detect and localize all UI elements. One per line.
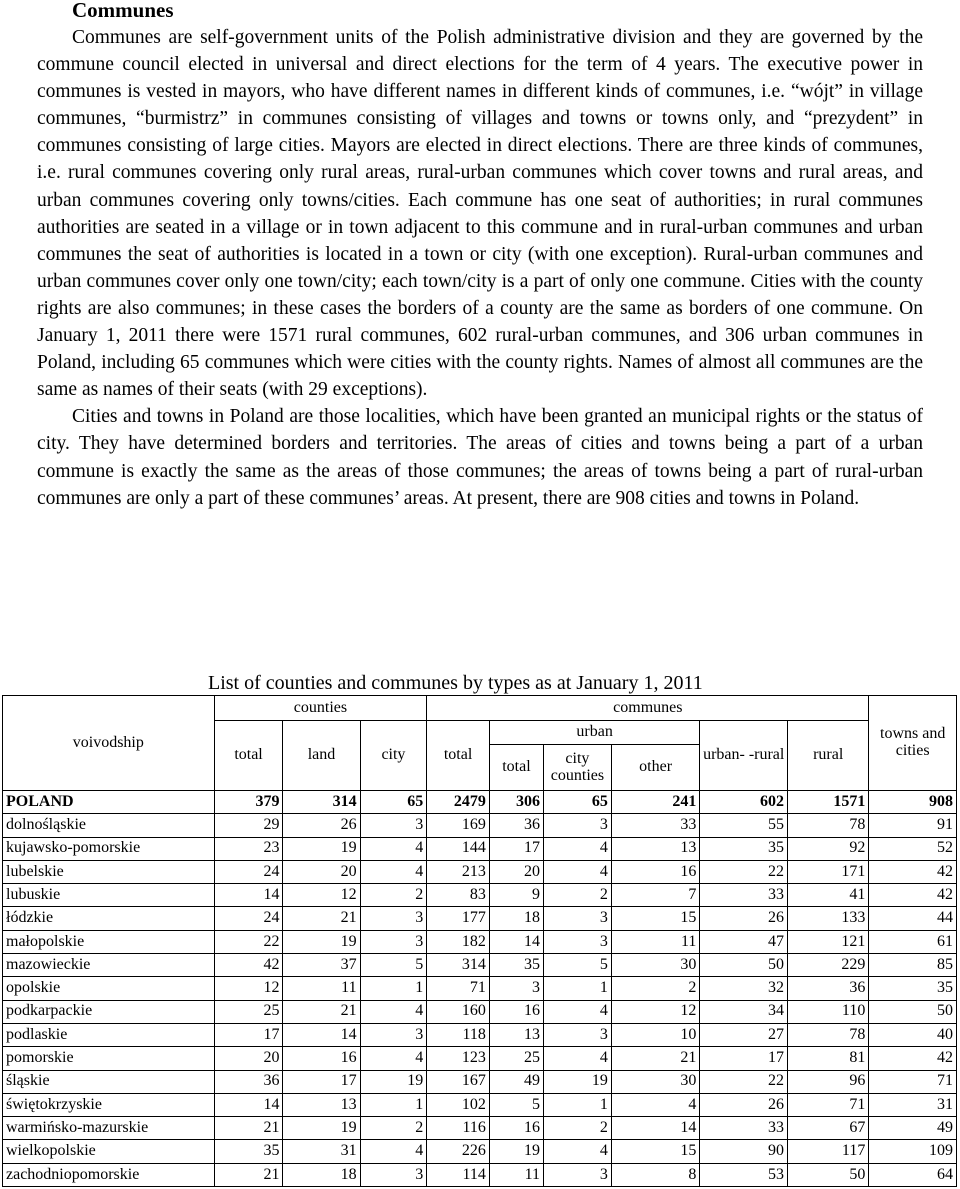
value-cell: 4	[544, 1140, 612, 1163]
value-cell: 5	[544, 954, 612, 977]
paragraph: Communes are self-government units of the Polish administrative division and they are governed by the commune council elected in universal and direct elections for the term of 4 years. The executive power in communes is vested in mayors, who have different names in different kinds of communes, i.e. “wójt” in village communes, “burmistrz” in communes consisting of villages and towns or towns only, and “prezydent” in communes consisting of large cities. Mayors are elected in direct elections. There are three kinds of communes, i.e. rural communes covering only rural areas, rural-urban communes which cover towns and rural areas, and urban communes covering only towns/cities. Each commune has one seat of authorities; in rural communes authorities are seated in a village or in town adjacent to this commune and in rural-urban communes and urban communes the seat of authorities is located in a town or city (with one exception). Rural-urban communes and urban communes cover only one town/city; each town/city is a part of only one commune. Cities with the county rights are also communes; in these cases the borders of a county are the same as borders of one commune. On January 1, 2011 there were 1571 rural communes, 602 rural-urban communes, and 306 urban communes in Poland, including 65 communes which were cities with the county rights. Names of almost all communes are the same as names of their seats (with 29 exceptions).	[37, 27, 923, 401]
value-cell: 26	[283, 814, 360, 837]
voivodship-cell: łódzkie	[3, 907, 215, 930]
value-cell: 118	[427, 1023, 490, 1046]
value-cell: 35	[489, 954, 543, 977]
table-body	[3, 791, 957, 1187]
value-cell: 226	[427, 1140, 490, 1163]
table-row	[3, 907, 957, 930]
table-row	[3, 1093, 957, 1116]
value-cell: 4	[544, 1000, 612, 1023]
value-cell: 50	[700, 954, 788, 977]
value-cell: 67	[788, 1117, 869, 1140]
value-cell: 10	[611, 1023, 700, 1046]
value-cell: 121	[788, 930, 869, 953]
voivodship-cell: mazowieckie	[3, 954, 215, 977]
value-cell: 8	[611, 1163, 700, 1186]
value-cell: 182	[427, 930, 490, 953]
value-cell: 123	[427, 1047, 490, 1070]
value-cell: 65	[360, 791, 427, 814]
counties-communes-table	[2, 695, 957, 1187]
value-cell: 35	[214, 1140, 283, 1163]
value-cell: 91	[869, 814, 957, 837]
value-cell: 36	[489, 814, 543, 837]
voivodship-cell: POLAND	[3, 791, 215, 814]
value-cell: 4	[360, 1047, 427, 1070]
value-cell: 3	[360, 930, 427, 953]
value-cell: 7	[611, 884, 700, 907]
value-cell: 110	[788, 1000, 869, 1023]
value-cell: 2479	[427, 791, 490, 814]
voivodship-cell: zachodniopomorskie	[3, 1163, 215, 1186]
value-cell: 9	[489, 884, 543, 907]
value-cell: 30	[611, 1070, 700, 1093]
value-cell: 49	[489, 1070, 543, 1093]
value-cell: 1	[544, 977, 612, 1000]
voivodship-cell: świętokrzyskie	[3, 1093, 215, 1116]
value-cell: 33	[611, 814, 700, 837]
section-heading: Communes	[72, 0, 174, 22]
value-cell: 379	[214, 791, 283, 814]
value-cell: 114	[427, 1163, 490, 1186]
paragraph: Cities and towns in Poland are those localities, which have been granted an municipal rights or the status of city. They have determined borders and territories. The areas of cities and towns being a part of a urban commune is exactly the same as the areas of those communes; the areas of towns being a part of rural-urban communes are only a part of these communes’ areas. At present, there are 908 cities and towns in Poland.	[37, 406, 923, 509]
value-cell: 17	[700, 1047, 788, 1070]
table-row	[3, 884, 957, 907]
value-cell: 3	[360, 814, 427, 837]
value-cell: 11	[489, 1163, 543, 1186]
table-caption: List of counties and communes by types as at January 1, 2011	[208, 672, 703, 694]
value-cell: 12	[611, 1000, 700, 1023]
value-cell: 31	[869, 1093, 957, 1116]
value-cell: 116	[427, 1117, 490, 1140]
table-row	[3, 1070, 957, 1093]
value-cell: 61	[869, 930, 957, 953]
value-cell: 2	[544, 1117, 612, 1140]
value-cell: 177	[427, 907, 490, 930]
header-towns-and-cities: towns and cities	[869, 696, 957, 791]
table-row	[3, 837, 957, 860]
voivodship-cell: warmińsko-mazurskie	[3, 1117, 215, 1140]
header-counties-land: land	[283, 721, 360, 791]
value-cell: 15	[611, 907, 700, 930]
value-cell: 1571	[788, 791, 869, 814]
value-cell: 213	[427, 860, 490, 883]
header-communes: communes	[427, 696, 869, 721]
value-cell: 35	[869, 977, 957, 1000]
voivodship-cell: dolnośląskie	[3, 814, 215, 837]
value-cell: 13	[611, 837, 700, 860]
table-row	[3, 1117, 957, 1140]
value-cell: 15	[611, 1140, 700, 1163]
value-cell: 1	[360, 1093, 427, 1116]
voivodship-cell: podlaskie	[3, 1023, 215, 1046]
value-cell: 42	[869, 1047, 957, 1070]
value-cell: 3	[544, 1163, 612, 1186]
header-urban-other: other	[611, 745, 700, 791]
value-cell: 41	[788, 884, 869, 907]
value-cell: 4	[360, 1140, 427, 1163]
voivodship-cell: lubelskie	[3, 860, 215, 883]
value-cell: 26	[700, 907, 788, 930]
value-cell: 52	[869, 837, 957, 860]
header-counties-total: total	[214, 721, 283, 791]
value-cell: 40	[869, 1023, 957, 1046]
value-cell: 90	[700, 1140, 788, 1163]
value-cell: 22	[700, 1070, 788, 1093]
value-cell: 2	[360, 884, 427, 907]
value-cell: 22	[700, 860, 788, 883]
value-cell: 4	[360, 837, 427, 860]
value-cell: 117	[788, 1140, 869, 1163]
body-text	[37, 24, 923, 512]
value-cell: 3	[544, 930, 612, 953]
voivodship-cell: śląskie	[3, 1070, 215, 1093]
value-cell: 18	[489, 907, 543, 930]
value-cell: 102	[427, 1093, 490, 1116]
value-cell: 33	[700, 1117, 788, 1140]
value-cell: 21	[283, 1000, 360, 1023]
value-cell: 20	[489, 860, 543, 883]
value-cell: 24	[214, 907, 283, 930]
value-cell: 34	[700, 1000, 788, 1023]
value-cell: 13	[489, 1023, 543, 1046]
value-cell: 44	[869, 907, 957, 930]
value-cell: 64	[869, 1163, 957, 1186]
value-cell: 3	[544, 814, 612, 837]
table-row	[3, 954, 957, 977]
value-cell: 53	[700, 1163, 788, 1186]
header-rural: rural	[788, 721, 869, 791]
voivodship-cell: opolskie	[3, 977, 215, 1000]
value-cell: 21	[283, 907, 360, 930]
voivodship-cell: wielkopolskie	[3, 1140, 215, 1163]
value-cell: 16	[283, 1047, 360, 1070]
value-cell: 31	[283, 1140, 360, 1163]
value-cell: 71	[869, 1070, 957, 1093]
value-cell: 3	[360, 907, 427, 930]
value-cell: 42	[214, 954, 283, 977]
value-cell: 78	[788, 814, 869, 837]
voivodship-cell: lubuskie	[3, 884, 215, 907]
value-cell: 20	[283, 860, 360, 883]
value-cell: 36	[788, 977, 869, 1000]
value-cell: 19	[489, 1140, 543, 1163]
value-cell: 602	[700, 791, 788, 814]
value-cell: 24	[214, 860, 283, 883]
value-cell: 5	[360, 954, 427, 977]
value-cell: 160	[427, 1000, 490, 1023]
header-counties-city: city	[360, 721, 427, 791]
table-row	[3, 1000, 957, 1023]
value-cell: 25	[489, 1047, 543, 1070]
table-row	[3, 977, 957, 1000]
value-cell: 96	[788, 1070, 869, 1093]
table-row	[3, 1140, 957, 1163]
value-cell: 14	[283, 1023, 360, 1046]
value-cell: 12	[283, 884, 360, 907]
value-cell: 306	[489, 791, 543, 814]
value-cell: 241	[611, 791, 700, 814]
value-cell: 42	[869, 884, 957, 907]
table-row	[3, 814, 957, 837]
value-cell: 5	[489, 1093, 543, 1116]
value-cell: 4	[360, 860, 427, 883]
value-cell: 32	[700, 977, 788, 1000]
value-cell: 71	[427, 977, 490, 1000]
value-cell: 2	[611, 977, 700, 1000]
value-cell: 37	[283, 954, 360, 977]
voivodship-cell: podkarpackie	[3, 1000, 215, 1023]
value-cell: 20	[214, 1047, 283, 1070]
value-cell: 1	[544, 1093, 612, 1116]
value-cell: 81	[788, 1047, 869, 1070]
voivodship-cell: pomorskie	[3, 1047, 215, 1070]
value-cell: 13	[283, 1093, 360, 1116]
value-cell: 4	[611, 1093, 700, 1116]
value-cell: 16	[611, 860, 700, 883]
value-cell: 30	[611, 954, 700, 977]
value-cell: 14	[611, 1117, 700, 1140]
value-cell: 2	[360, 1117, 427, 1140]
value-cell: 50	[869, 1000, 957, 1023]
value-cell: 21	[214, 1163, 283, 1186]
value-cell: 17	[214, 1023, 283, 1046]
value-cell: 133	[788, 907, 869, 930]
value-cell: 229	[788, 954, 869, 977]
value-cell: 18	[283, 1163, 360, 1186]
value-cell: 27	[700, 1023, 788, 1046]
value-cell: 47	[700, 930, 788, 953]
value-cell: 144	[427, 837, 490, 860]
value-cell: 4	[544, 837, 612, 860]
value-cell: 314	[283, 791, 360, 814]
value-cell: 19	[283, 837, 360, 860]
value-cell: 4	[544, 1047, 612, 1070]
value-cell: 65	[544, 791, 612, 814]
value-cell: 14	[489, 930, 543, 953]
table-row	[3, 1047, 957, 1070]
header-voivodship: voivodship	[3, 696, 215, 791]
value-cell: 17	[283, 1070, 360, 1093]
voivodship-cell: małopolskie	[3, 930, 215, 953]
value-cell: 29	[214, 814, 283, 837]
value-cell: 19	[544, 1070, 612, 1093]
value-cell: 92	[788, 837, 869, 860]
header-communes-total: total	[427, 721, 490, 791]
value-cell: 12	[214, 977, 283, 1000]
value-cell: 21	[611, 1047, 700, 1070]
value-cell: 42	[869, 860, 957, 883]
value-cell: 4	[360, 1000, 427, 1023]
value-cell: 22	[214, 930, 283, 953]
value-cell: 3	[489, 977, 543, 1000]
value-cell: 85	[869, 954, 957, 977]
value-cell: 167	[427, 1070, 490, 1093]
value-cell: 14	[214, 884, 283, 907]
value-cell: 171	[788, 860, 869, 883]
value-cell: 2	[544, 884, 612, 907]
table-row	[3, 860, 957, 883]
value-cell: 33	[700, 884, 788, 907]
value-cell: 78	[788, 1023, 869, 1046]
value-cell: 36	[214, 1070, 283, 1093]
value-cell: 83	[427, 884, 490, 907]
value-cell: 21	[214, 1117, 283, 1140]
value-cell: 25	[214, 1000, 283, 1023]
value-cell: 3	[360, 1023, 427, 1046]
voivodship-cell: kujawsko-pomorskie	[3, 837, 215, 860]
header-urban-rural: urban- -rural	[700, 721, 788, 791]
value-cell: 16	[489, 1117, 543, 1140]
value-cell: 16	[489, 1000, 543, 1023]
value-cell: 314	[427, 954, 490, 977]
value-cell: 14	[214, 1093, 283, 1116]
value-cell: 109	[869, 1140, 957, 1163]
table-row-total	[3, 791, 957, 814]
value-cell: 55	[700, 814, 788, 837]
value-cell: 23	[214, 837, 283, 860]
value-cell: 19	[283, 930, 360, 953]
value-cell: 3	[544, 907, 612, 930]
value-cell: 3	[544, 1023, 612, 1046]
value-cell: 35	[700, 837, 788, 860]
value-cell: 19	[283, 1117, 360, 1140]
value-cell: 3	[360, 1163, 427, 1186]
value-cell: 11	[283, 977, 360, 1000]
value-cell: 71	[788, 1093, 869, 1116]
table-row	[3, 1163, 957, 1186]
value-cell: 19	[360, 1070, 427, 1093]
value-cell: 11	[611, 930, 700, 953]
value-cell: 49	[869, 1117, 957, 1140]
value-cell: 50	[788, 1163, 869, 1186]
value-cell: 26	[700, 1093, 788, 1116]
value-cell: 169	[427, 814, 490, 837]
header-urban-city-counties: city counties	[544, 745, 612, 791]
value-cell: 1	[360, 977, 427, 1000]
value-cell: 4	[544, 860, 612, 883]
value-cell: 908	[869, 791, 957, 814]
table-row	[3, 1023, 957, 1046]
header-urban: urban	[489, 721, 700, 745]
value-cell: 17	[489, 837, 543, 860]
header-urban-total: total	[489, 745, 543, 791]
table-row	[3, 930, 957, 953]
header-counties: counties	[214, 696, 427, 721]
